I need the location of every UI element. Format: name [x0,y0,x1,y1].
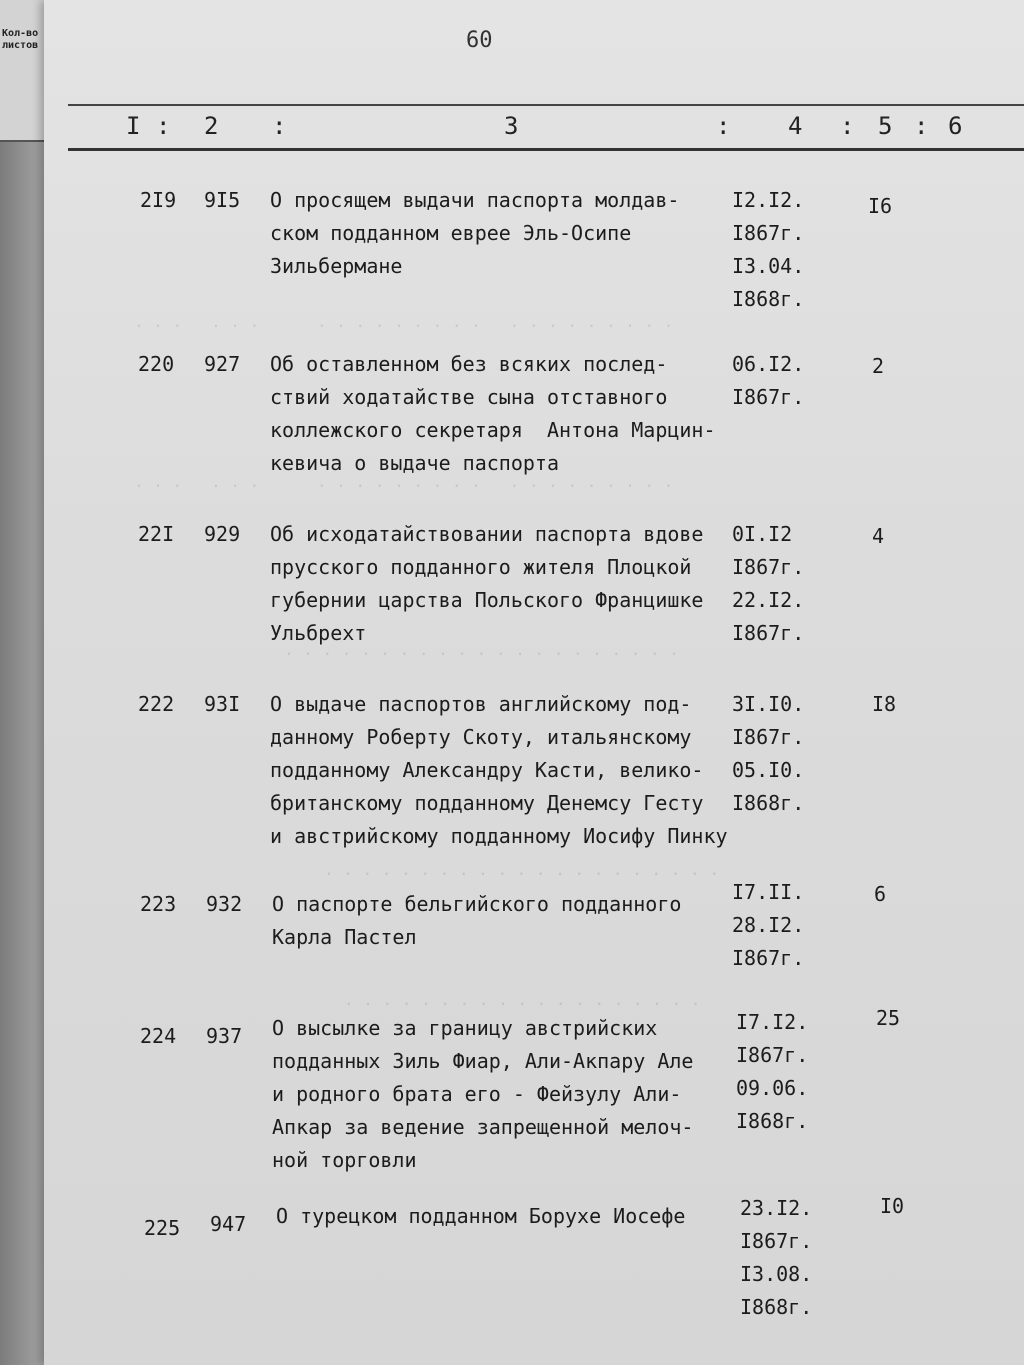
record-number: 222 [138,692,175,716]
record-title-line: ствий ходатайстве сына отставного [270,385,668,409]
record-dates [732,184,804,316]
record-title [270,348,716,480]
record-archive-number: 93I [204,692,241,716]
column-header: 6 [948,112,963,140]
record-archive-number: 929 [204,522,241,546]
show-through-text: . . . . . . . . . . . . . . . . . . . . . . . . [134,472,674,491]
record-archive-number: 947 [210,1212,247,1236]
column-header: 5 [878,112,893,140]
show-through-text: . . . . . . . . . . . . . . . . . . . . . . . . [134,312,674,331]
record-date-line: 05.I0. [732,758,805,782]
column-separator: : [716,112,731,140]
record-title-line: подданному Александру Касти, велико- [270,758,704,782]
record-dates [732,518,804,650]
record-number: 220 [138,352,175,376]
column-separator: : [156,112,171,140]
record-number: 225 [144,1216,181,1240]
record-title [270,184,679,283]
record-date-line: I868г. [740,1295,813,1319]
record-title-line: О высылке за границу австрийских [272,1016,658,1040]
record-title-line: прусского подданного жителя Плоцкой [270,555,692,579]
column-header: I [126,112,141,140]
record-dates [732,688,804,820]
record-title [270,688,728,853]
record-date-line: I3.08. [740,1262,813,1286]
record-date-line: I867г. [732,555,805,579]
record-title-line: и австрийскому подданному Иосифу Пинку [270,824,728,848]
record-sheet-count: I0 [880,1194,905,1218]
record-date-line: 0I.I2 [732,522,793,546]
record-title-line: О просящем выдачи паспорта молдав- [270,188,680,212]
record-archive-number: 932 [206,892,243,916]
record-date-line: 28.I2. [732,913,805,937]
record-sheet-count: I6 [868,194,893,218]
record-title-line: ной торговли [272,1148,417,1172]
record-date-line: I868г. [732,287,805,311]
record-dates [732,348,804,414]
record-title [270,518,703,650]
record-dates [736,1006,808,1138]
header-rule-top [68,104,1024,106]
record-date-line: I867г. [732,725,805,749]
left-margin-strip [0,0,44,1365]
record-number: 223 [140,892,177,916]
prev-page-header-label: Кол-во листов [2,28,39,51]
record-date-line: I2.I2. [732,188,805,212]
column-header: 2 [204,112,219,140]
record-archive-number: 937 [206,1024,243,1048]
column-header: 4 [788,112,803,140]
record-title-line: Об оставленном без всяких послед- [270,352,668,376]
record-date-line: I7.I2. [736,1010,809,1034]
record-title-line: данному Роберту Скоту, итальянскому [270,725,692,749]
record-date-line: I867г. [732,385,805,409]
record-sheet-count: 2 [872,354,885,378]
column-separator: : [914,112,929,140]
record-sheet-count: I8 [872,692,897,716]
record-date-line: I868г. [736,1109,809,1133]
record-title-line: Карла Пастел [272,925,417,949]
record-date-line: I867г. [732,621,805,645]
record-title-line: Апкар за ведение запрещенной мелоч- [272,1115,694,1139]
record-date-line: 3I.I0. [732,692,805,716]
record-sheet-count: 25 [876,1006,901,1030]
record-date-line: 06.I2. [732,352,805,376]
record-title-line: подданных Зиль Фиар, Али-Акпару Але [272,1049,694,1073]
record-archive-number: 927 [204,352,241,376]
record-title-line: коллежского секретаря Антона Марцин- [270,418,716,442]
record-date-line: I867г. [736,1043,809,1067]
record-number: 22I [138,522,175,546]
column-header: 3 [504,112,519,140]
record-title-line: Об исходатайствовании паспорта вдове [270,522,704,546]
record-date-line: I868г. [732,791,805,815]
document-sheet [44,0,1024,1365]
record-title-line: британскому подданному Денемсу Гесту [270,791,704,815]
record-title-line: Зильбермане [270,254,403,278]
record-sheet-count: 6 [874,882,887,906]
record-date-line: 09.06. [736,1076,809,1100]
record-title-line: ском подданном еврее Эль-Осипе [270,221,632,245]
record-title [276,1200,685,1233]
record-date-line: I3.04. [732,254,805,278]
record-dates [732,876,804,975]
record-title-line: и родного брата его - Фейзулу Али- [272,1082,682,1106]
record-number: 2I9 [140,188,177,212]
record-title-line: Ульбрехт [270,621,367,645]
record-title-line: О турецком подданном Борухе Иосефе [276,1204,686,1228]
record-title-line: О выдаче паспортов английскому под- [270,692,692,716]
record-title-line: губернии царства Польского Францишке [270,588,704,612]
record-title [272,1012,693,1177]
record-date-line: 22.I2. [732,588,805,612]
record-date-line: I867г. [732,221,805,245]
record-title [272,888,681,954]
show-through-text: . . . . . . . . . . . . . . . . . . . [344,990,701,1009]
show-through-text: . . . . . . . . . . . . . . . . . . . . . [324,860,719,879]
record-number: 224 [140,1024,177,1048]
record-date-line: I867г. [732,946,805,970]
record-sheet-count: 4 [872,524,885,548]
page-number: 60 [466,28,493,53]
record-dates [740,1192,812,1324]
show-through-text: . . . . . . . . . . . . . . . . . . . . . [284,640,679,659]
record-title-line: кевича о выдаче паспорта [270,451,559,475]
record-date-line: 23.I2. [740,1196,813,1220]
header-rule-bottom [68,148,1024,151]
record-title-line: О паспорте бельгийского подданного [272,892,682,916]
record-date-line: I7.II. [732,880,805,904]
record-archive-number: 9I5 [204,188,241,212]
record-date-line: I867г. [740,1229,813,1253]
column-separator: : [272,112,287,140]
column-separator: : [840,112,855,140]
